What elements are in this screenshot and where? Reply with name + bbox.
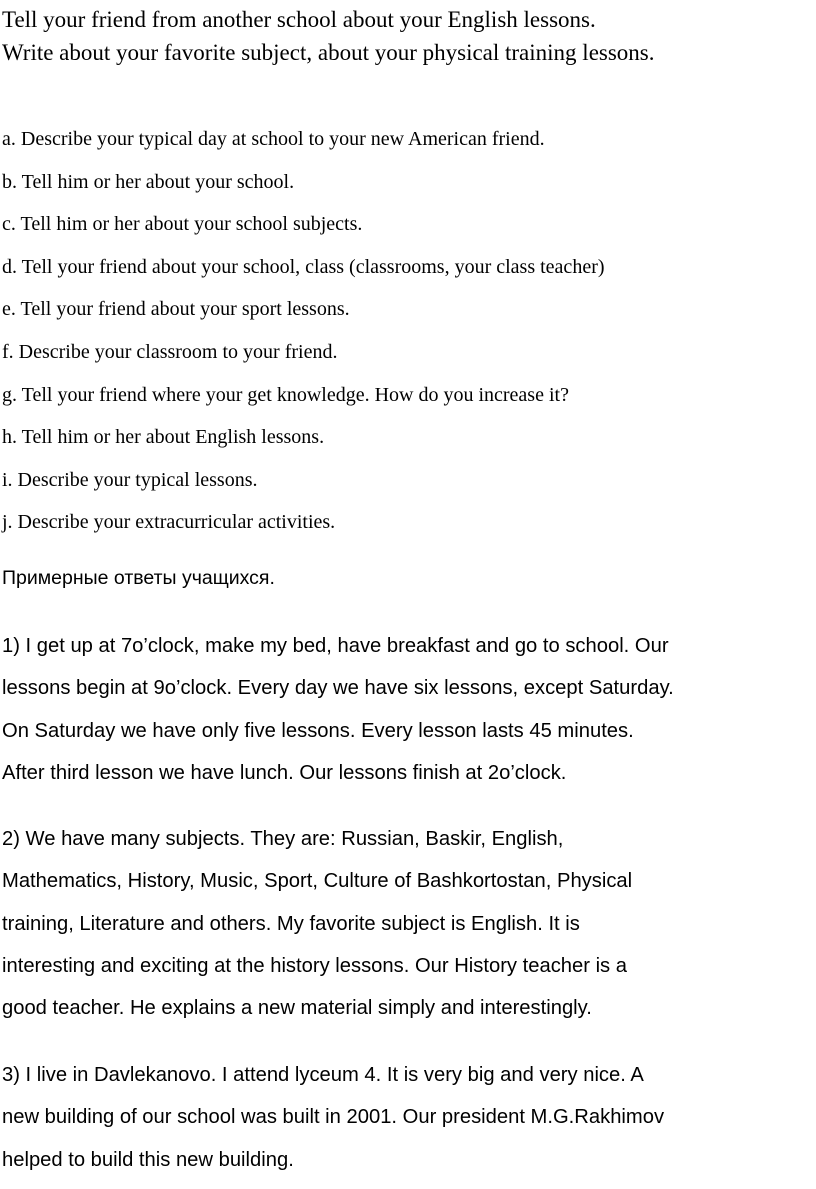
task-item: f. Describe your classroom to your friend. — [2, 340, 338, 363]
task-item: b. Tell him or her about your school. — [2, 170, 295, 193]
answer-line: Mathematics, History, Music, Sport, Culture of Bashkortostan, Physical — [2, 870, 633, 893]
task-item: d. Tell your friend about your school, class (classrooms, your class teacher) — [2, 255, 605, 278]
task-item: e. Tell your friend about your sport lessons. — [2, 298, 350, 321]
answer-line: helped to build this new building. — [2, 1148, 294, 1171]
task-item: a. Describe your typical day at school to your new American friend. — [2, 128, 545, 150]
answer-line: On Saturday we have only five lessons. Every lesson lasts 45 minutes. — [2, 719, 634, 742]
answer-line: 2) We have many subjects. They are: Russian, Baskir, English, — [2, 828, 564, 850]
task-item: c. Tell him or her about your school subjects. — [2, 213, 363, 236]
intro-paragraph — [2, 3, 655, 69]
answer-line: 1) I get up at 7o’clock, make my bed, have breakfast and go to school. Our — [2, 635, 669, 657]
answer-line: interesting and exciting at the history lessons. Our History teacher is a — [2, 954, 627, 977]
answer-line: training, Literature and others. My favorite subject is English. It is — [2, 912, 580, 935]
answer-line: After third lesson we have lunch. Our lessons finish at 2o’clock. — [2, 761, 567, 784]
answer-line: lessons begin at 9o’clock. Every day we have six lessons, except Saturday. — [2, 677, 674, 700]
task-item: g. Tell your friend where your get knowledge. How do you increase it? — [2, 383, 569, 406]
answer-paragraph — [2, 818, 816, 1029]
task-item: i. Describe your typical lessons. — [2, 468, 258, 491]
answer-paragraph — [2, 1054, 816, 1181]
task-list — [2, 118, 605, 544]
answer-line: new building of our school was built in 2001. Our president M.G.Rakhimov — [2, 1106, 665, 1129]
answer-paragraph — [2, 625, 816, 794]
answer-line: good teacher. He explains a new material simply and interestingly. — [2, 997, 592, 1020]
answer-line: 3) I live in Davlekanovo. I attend lyceum 4. It is very big and very nice. A — [2, 1064, 644, 1086]
answers-heading: Примерные ответы учащихся. — [2, 567, 275, 589]
intro-line: Write about your favorite subject, about your physical training lessons. — [2, 40, 655, 65]
intro-line: Tell your friend from another school about your English lessons. — [2, 7, 596, 32]
task-item: j. Describe your extracurricular activities. — [2, 511, 336, 534]
task-item: h. Tell him or her about English lessons. — [2, 426, 325, 449]
